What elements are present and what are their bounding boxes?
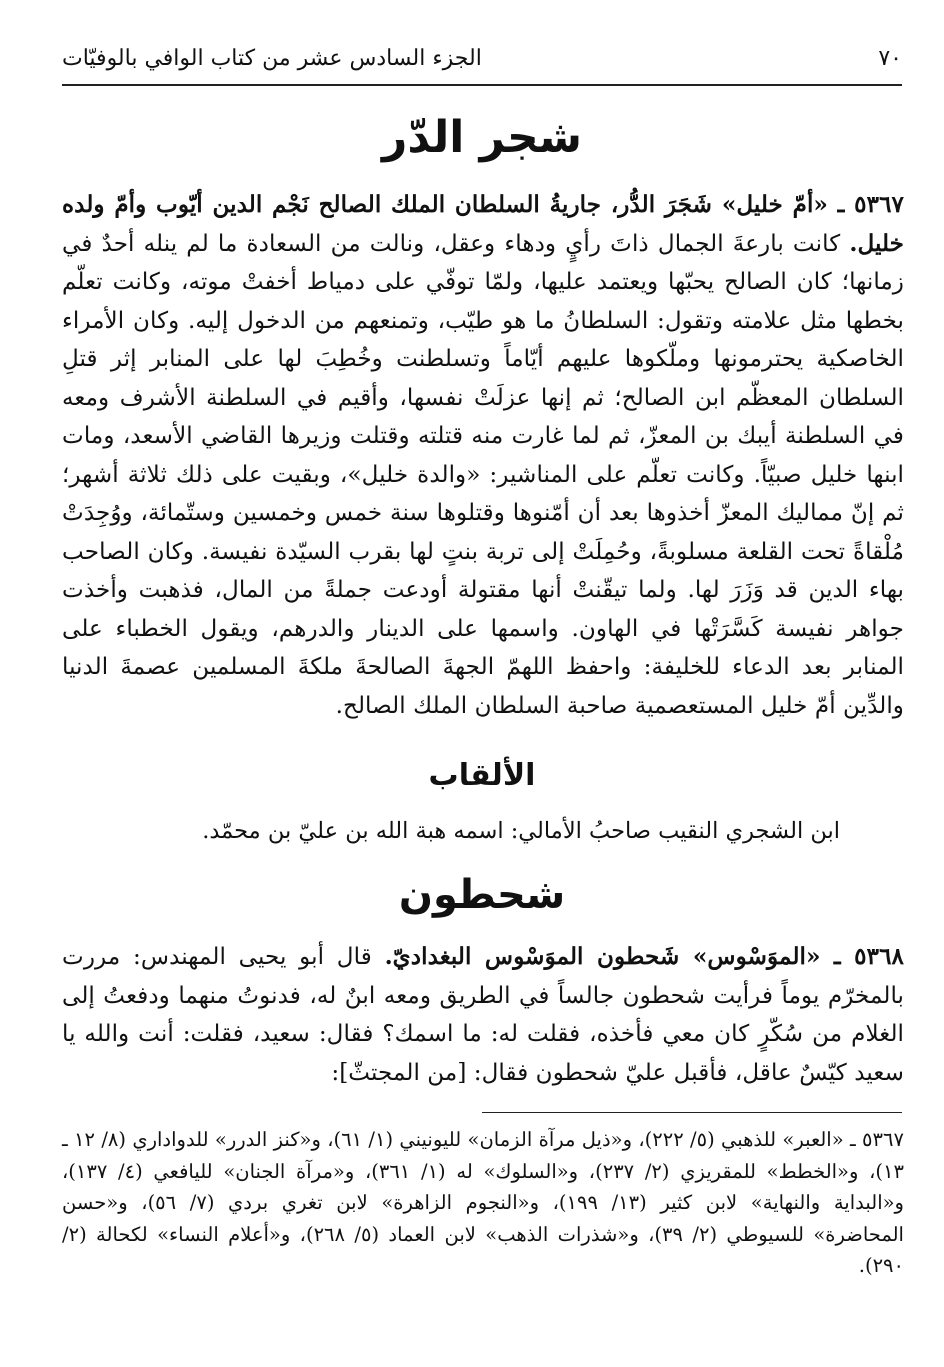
footnote-divider — [482, 1112, 902, 1113]
entry-5368-heading: ٥٣٦٨ ـ «الموَسْوس» شَحطون الموَسْوس البغداديّ. — [384, 943, 904, 970]
running-title: الجزء السادس عشر من كتاب الوافي بالوفيّات — [62, 45, 482, 71]
entry-5368 — [62, 938, 904, 1098]
alqab-entry: ابن الشجري النقيب صاحبُ الأمالي: اسمه هبة الله بن عليّ بن محمّد. — [202, 818, 840, 844]
header-divider — [62, 84, 902, 86]
entry-5367 — [62, 186, 904, 746]
section-title-shahtun: شحطون — [398, 872, 566, 918]
entry-5367-body: كانت بارعةَ الجمال ذاتَ رأيٍ ودهاء وعقل، ونالت من السعادة ما لم ينله أحدٌ في زمانها؛ كان الصالح يحبّها ويعتمد عليها، ولمّا توفّي على دمياط أخفتْ موته، وكانت تعلّم بخطها مثل علامته وتقول: السلطانُ ما هو طيّب، وتمنعهم من الدخول إليه. وكان الأمراء الخاصكية يحترمونها وملّكوها عليهم أيّاماً وتسلطنت وخُطِبَ لها على المنابر إثر قتلِ السلطان المعظّم ابن الصالح؛ ثم إنها عزلَتْ نفسها، وأقيم في السلطنة الأشرف ومعه في السلطنة أيبك بن المعزّ، ثم لما غارت منه قتلته وقتلت وزيرها القاضي الأسعد، ومات ابنها خليل صبيّاً. وكانت تعلّم على المناشير: «والدة خليل»، وبقيت على ذلك ثلاثة أشهر؛ ثم إنّ مماليك المعزّ أخذوها بعد أن أمّنوها وقتلوها سنة خمس وخمسين وستّمائة، ووُجِدَتْ مُلْقاةً تحت القلعة مسلوبةً، وحُمِلَتْ إلى تربة بنتٍ لها بقرب السيّدة نفيسة. وكان الصاحب بهاء الدين قد وَزَرَ لها. ولما تيقّنتْ أنها مقتولة أودعت جملةً من المال، فذهبت وأخذت جواهر نفيسة كَسَّرَتْها في الهاون. واسمها على الدينار والدرهم، ويقول الخطباء على المنابر بعد الدعاء للخليفة: واحفظ اللهمّ الجهةَ الصالحةَ ملكةَ المسلمين عصمةَ الدنيا والدِّين أمّ خليل المستعصمية صاحبة السلطان الملك الصالح. — [62, 229, 904, 719]
footnote-5367: ٥٣٦٧ ـ «العبر» للذهبي (٥/ ٢٢٢)، و«ذيل مرآة الزمان» لليونيني (١/ ٦١)، و«كنز الدرر» للدواداري (٨/ ١٢ ـ ١٣)، و«الخطط» للمقريزي (٢/ ٢٣٧)، و«السلوك» له (١/ ٣٦١)، و«مرآة الجنان» لليافعي (٤/ ١٣٧)، و«البداية والنهاية» لابن كثير (١٣/ ١٩٩)، و«النجوم الزاهرة» لابن تغري بردي (٧/ ٥٦)، و«حسن المحاضرة» للسيوطي (٢/ ٣٩)، و«شذرات الذهب» لابن العماد (٥/ ٢٦٨)، و«أعلام النساء» لكحالة (٢/ ٢٩٠). — [62, 1128, 904, 1277]
page-header — [62, 38, 902, 78]
page-number: ٧٠ — [878, 45, 902, 71]
entry-5368-body: قال أبو يحيى المهندس: مررت بالمخرّم يوماً فرأيت شحطون جالساً في الطريق ومعه ابنٌ له، فدنوتُ منهما ودفعتُ إلى الغلام من سُكّرٍ كان معي فأخذه، فقلت له: ما اسمك؟ فقال: سعيد، فقلت: أنت والله يا سعيد كيّسٌ عاقل، فأقبل عليّ شحطون فقال: [من المجتثّ]: — [62, 943, 904, 1086]
entry-5367-heading: ٥٣٦٧ ـ «أمّ خليل» شَجَرَ الدُّر، جاريةُ السلطان الملك الصالح نَجْم الدين أيّوب وأمّ ولده خليل. — [62, 191, 905, 257]
section-title-alqab: الألقاب — [428, 758, 536, 793]
section-title-shajar-al-durr: شجر الدّر — [381, 112, 583, 163]
